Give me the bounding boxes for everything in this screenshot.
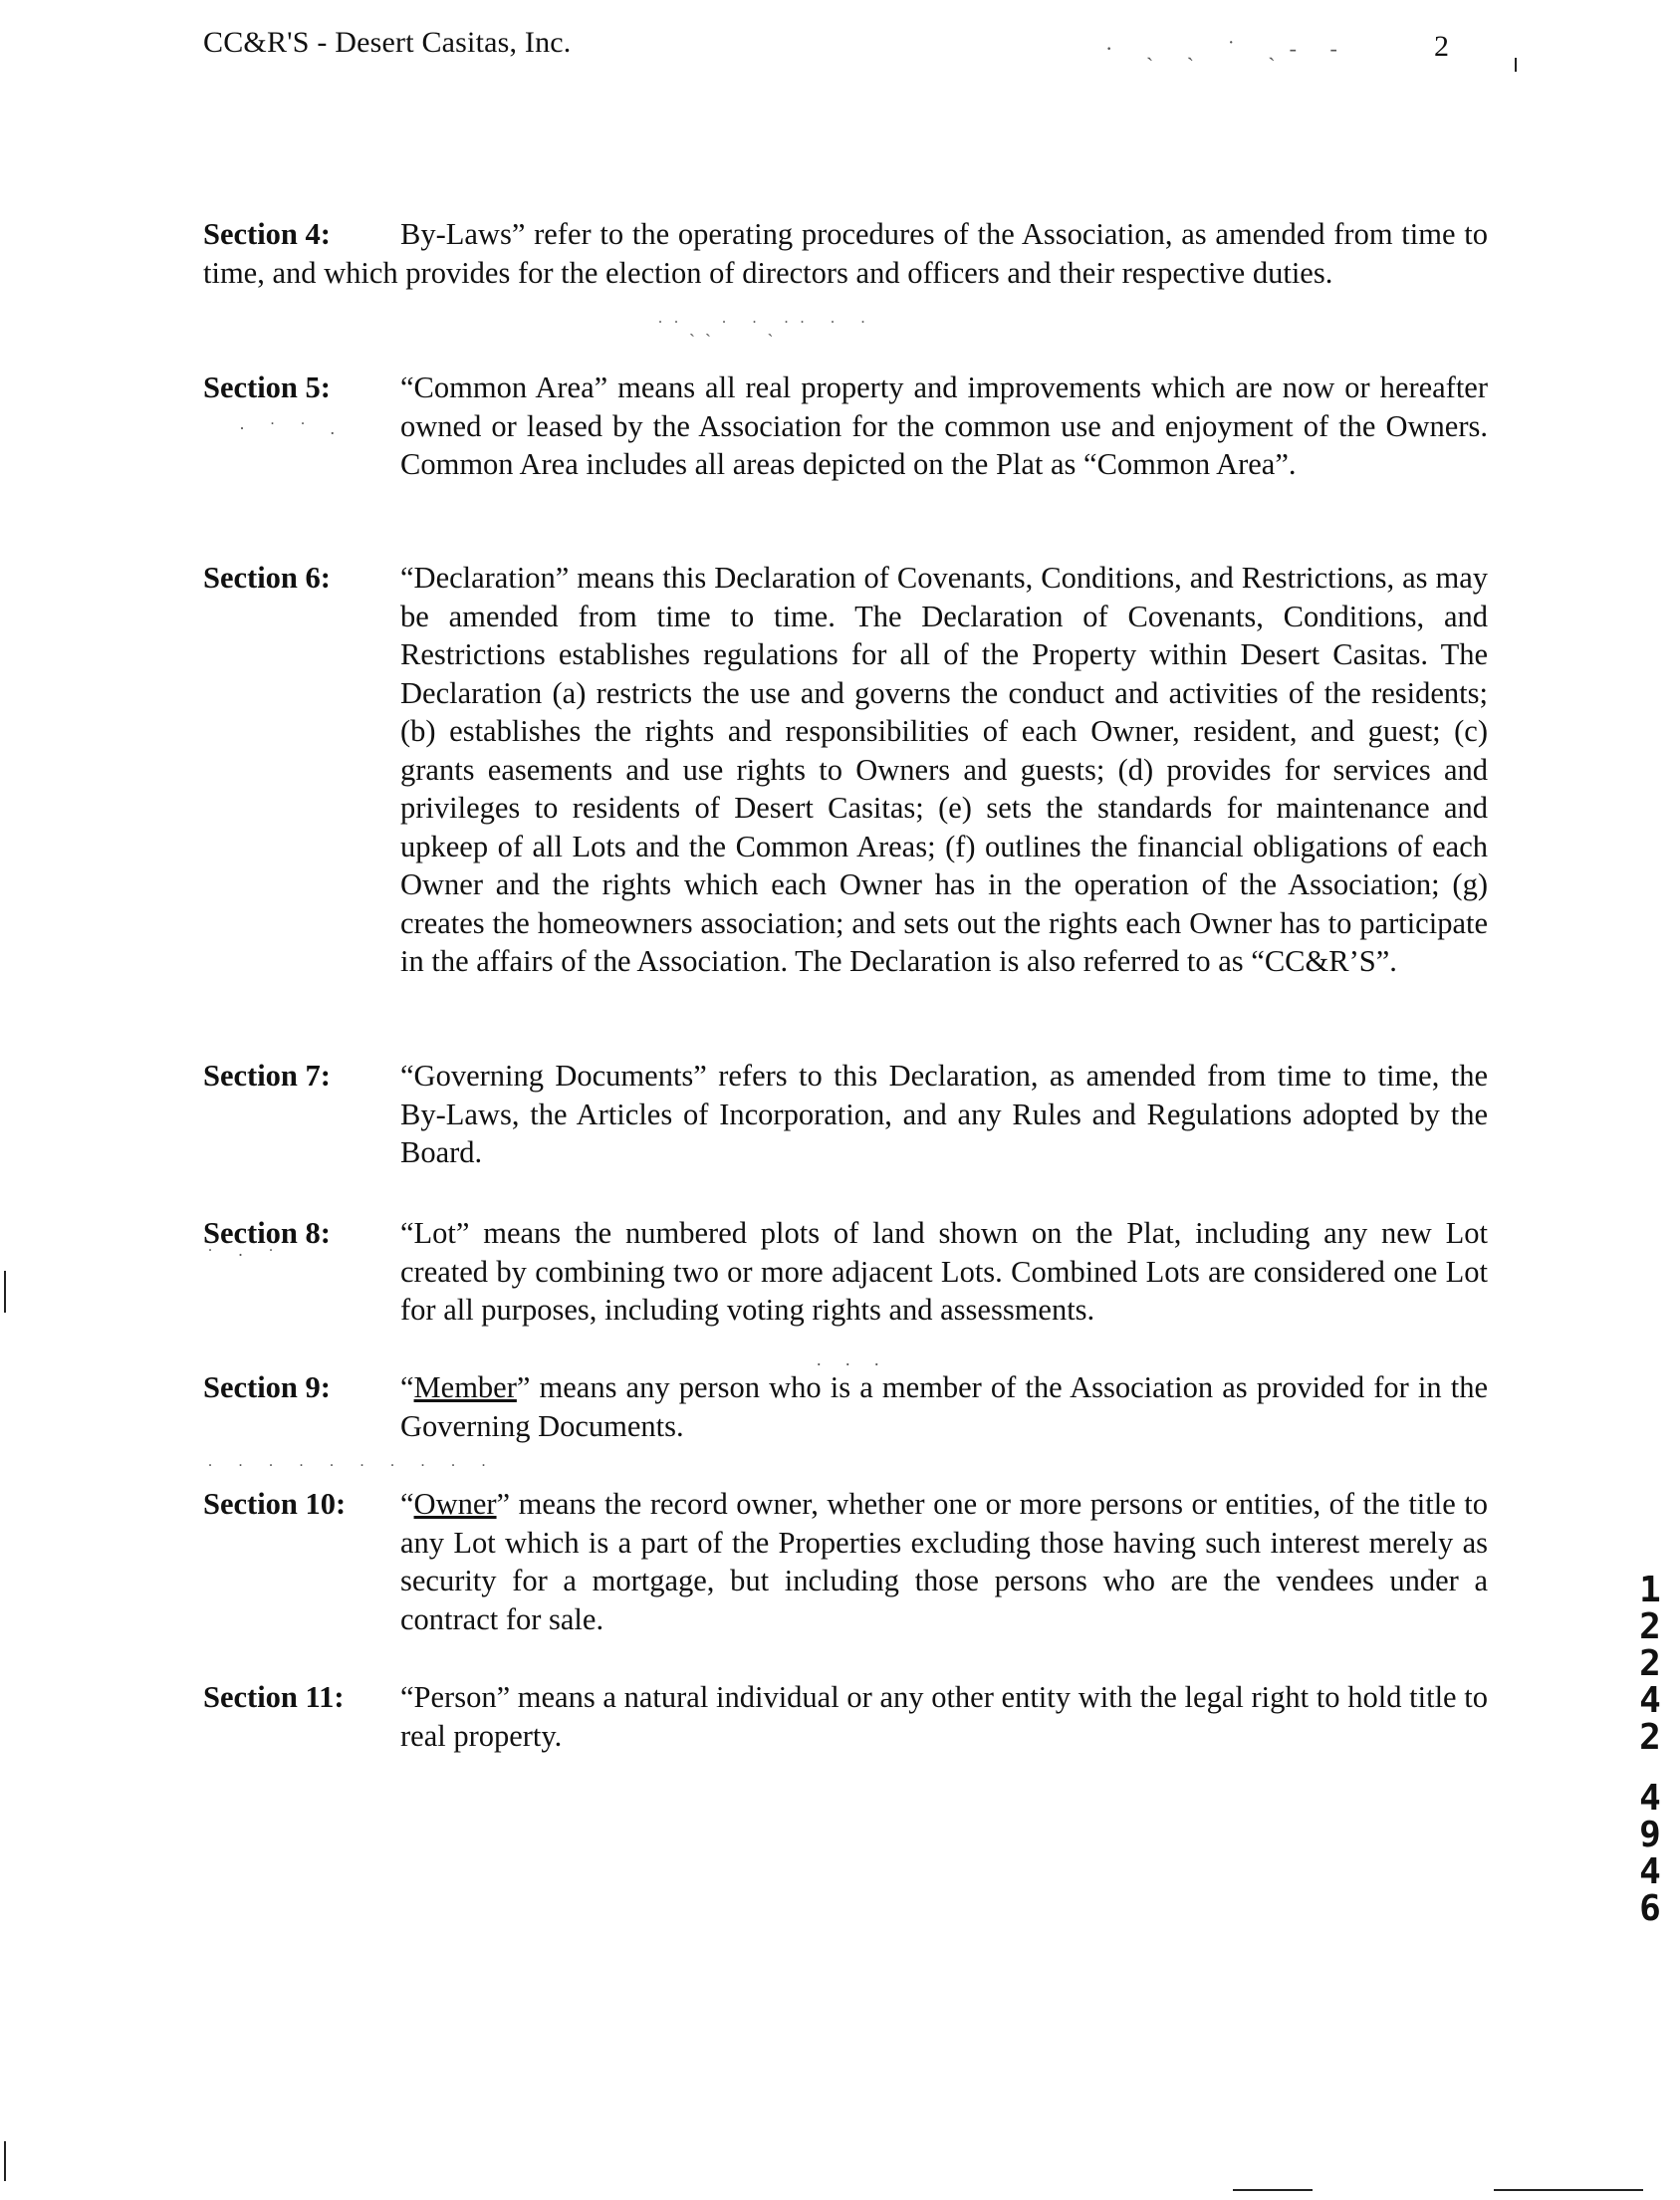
scan-specks: ˙˙ˏˏ˙ ˙ˏ˙˙ ˙ ˙ — [657, 317, 876, 337]
stamp-digit: 9 — [1639, 1815, 1661, 1855]
section-body — [400, 1485, 1488, 1638]
section-body: “Declaration” means this Declaration of Covenants, Conditions, and Restrictions, as may be amended from time to time. The Declaration of Covenants, Conditions, and Restrictions establishes regulations for all of the Property within Desert Casitas. The Declaration (a) restricts the use and governs the conduct and activities of the residents; (b) establishes the rights and responsibilities of each Owner, resident, and guest; (c) grants easements and use rights to Owners and guests; (d) provides for services and privileges to residents of Desert Casitas; (e) sets the standards for maintenance and upkeep of all Lots and the Common Areas; (f) outlines the financial obligations of each Owner and the rights which each Owner has in the operation of the Association; (g) creates the homeowners association; and sets out the rights each Owner has to participate in the affairs of the Association. The Declaration is also referred to as “CC&R’S”. — [400, 561, 1488, 978]
stamp-digit: 2 — [1639, 1643, 1661, 1684]
section-11 — [203, 1678, 1488, 1755]
section-body: “Common Area” means all real property and improvements which are now or hereafter owned or leased by the Association for the common use and enjoyment of the Owners. Common Area includes all areas depicted on the Plat as “Common Area”. — [400, 370, 1488, 481]
scan-specks: · ˙ ˙ . — [239, 418, 345, 438]
stamp-digit: 4 — [1639, 1680, 1661, 1721]
recording-stamp — [1633, 1572, 1667, 1927]
section-body: “Person” means a natural individual or any other entity with the legal right to hold title to real property. — [400, 1680, 1488, 1753]
stamp-digit: 2 — [1639, 1717, 1661, 1758]
section-5 — [203, 368, 1488, 484]
scan-specks: ˙ ˙ ˙ ˙ ˙ ˙ ˙ ˙ ˙ ˙ — [207, 1460, 497, 1480]
stamp-digit: 1 — [1639, 1570, 1661, 1610]
scan-specks: ˙ · ˙ — [207, 1245, 284, 1265]
scan-edge-mark — [4, 2141, 6, 2181]
defined-term: Owner — [413, 1487, 497, 1521]
section-10 — [203, 1485, 1488, 1638]
section-4 — [203, 215, 1488, 292]
scan-edge-mark — [1494, 2189, 1643, 2191]
section-body: By-Laws” refer to the operating procedures of the Association, as amended from time to time, and which provides for the election of directors and officers and their respective duties. — [203, 217, 1488, 290]
scan-specks: . . . — [817, 1349, 889, 1369]
stamp-gap — [1633, 1756, 1667, 1780]
header-title: CC&R'S - Desert Casitas, Inc. — [203, 26, 572, 59]
defined-term: Member — [413, 1370, 517, 1404]
section-label: Section 8: — [203, 1216, 331, 1250]
definition-text: ” means any person who is a member of the Association as provided for in the Governing Documents. — [400, 1370, 1488, 1443]
section-9 — [203, 1368, 1488, 1445]
scan-specks: · ˏ ˏ ˙ ˏ‐ ‐ — [1105, 36, 1351, 61]
section-label: Section 7: — [203, 1059, 331, 1093]
stamp-digit: 2 — [1639, 1606, 1661, 1647]
section-label: Section 9: — [203, 1370, 331, 1404]
section-label: Section 10: — [203, 1487, 347, 1521]
open-quote: “ — [400, 1370, 414, 1404]
stamp-digit: 6 — [1639, 1888, 1661, 1929]
page-number: 2 — [1434, 30, 1449, 63]
section-label: Section 11: — [203, 1680, 345, 1714]
scan-edge-mark — [1515, 58, 1517, 72]
section-7 — [203, 1057, 1488, 1172]
section-label: Section 5: — [203, 370, 331, 404]
open-quote: “ — [400, 1487, 414, 1521]
scan-edge-mark — [4, 1271, 6, 1313]
section-body — [400, 1368, 1488, 1445]
section-body: “Governing Documents” refers to this Declaration, as amended from time to time, the By-Laws, the Articles of Incorporation, and any Rules and Regulations adopted by the Board. — [400, 1059, 1488, 1169]
section-8 — [203, 1214, 1488, 1330]
definition-text: ” means the record owner, whether one or more persons or entities, of the title to any Lot which is a part of the Properties excluding those having such interest merely as security for a mortgage, but including those persons who are the vendees under a contract for sale. — [400, 1487, 1488, 1636]
section-6 — [203, 559, 1488, 981]
stamp-digit: 4 — [1639, 1851, 1661, 1892]
scan-edge-mark — [1233, 2189, 1313, 2191]
section-body: “Lot” means the numbered plots of land shown on the Plat, including any new Lot created by combining two or more adjacent Lots. Combined Lots are considered one Lot for all purposes, including voting rights and assessments. — [400, 1216, 1488, 1327]
section-label: Section 6: — [203, 561, 331, 595]
section-label: Section 4: — [203, 217, 331, 251]
stamp-digit: 4 — [1639, 1778, 1661, 1819]
